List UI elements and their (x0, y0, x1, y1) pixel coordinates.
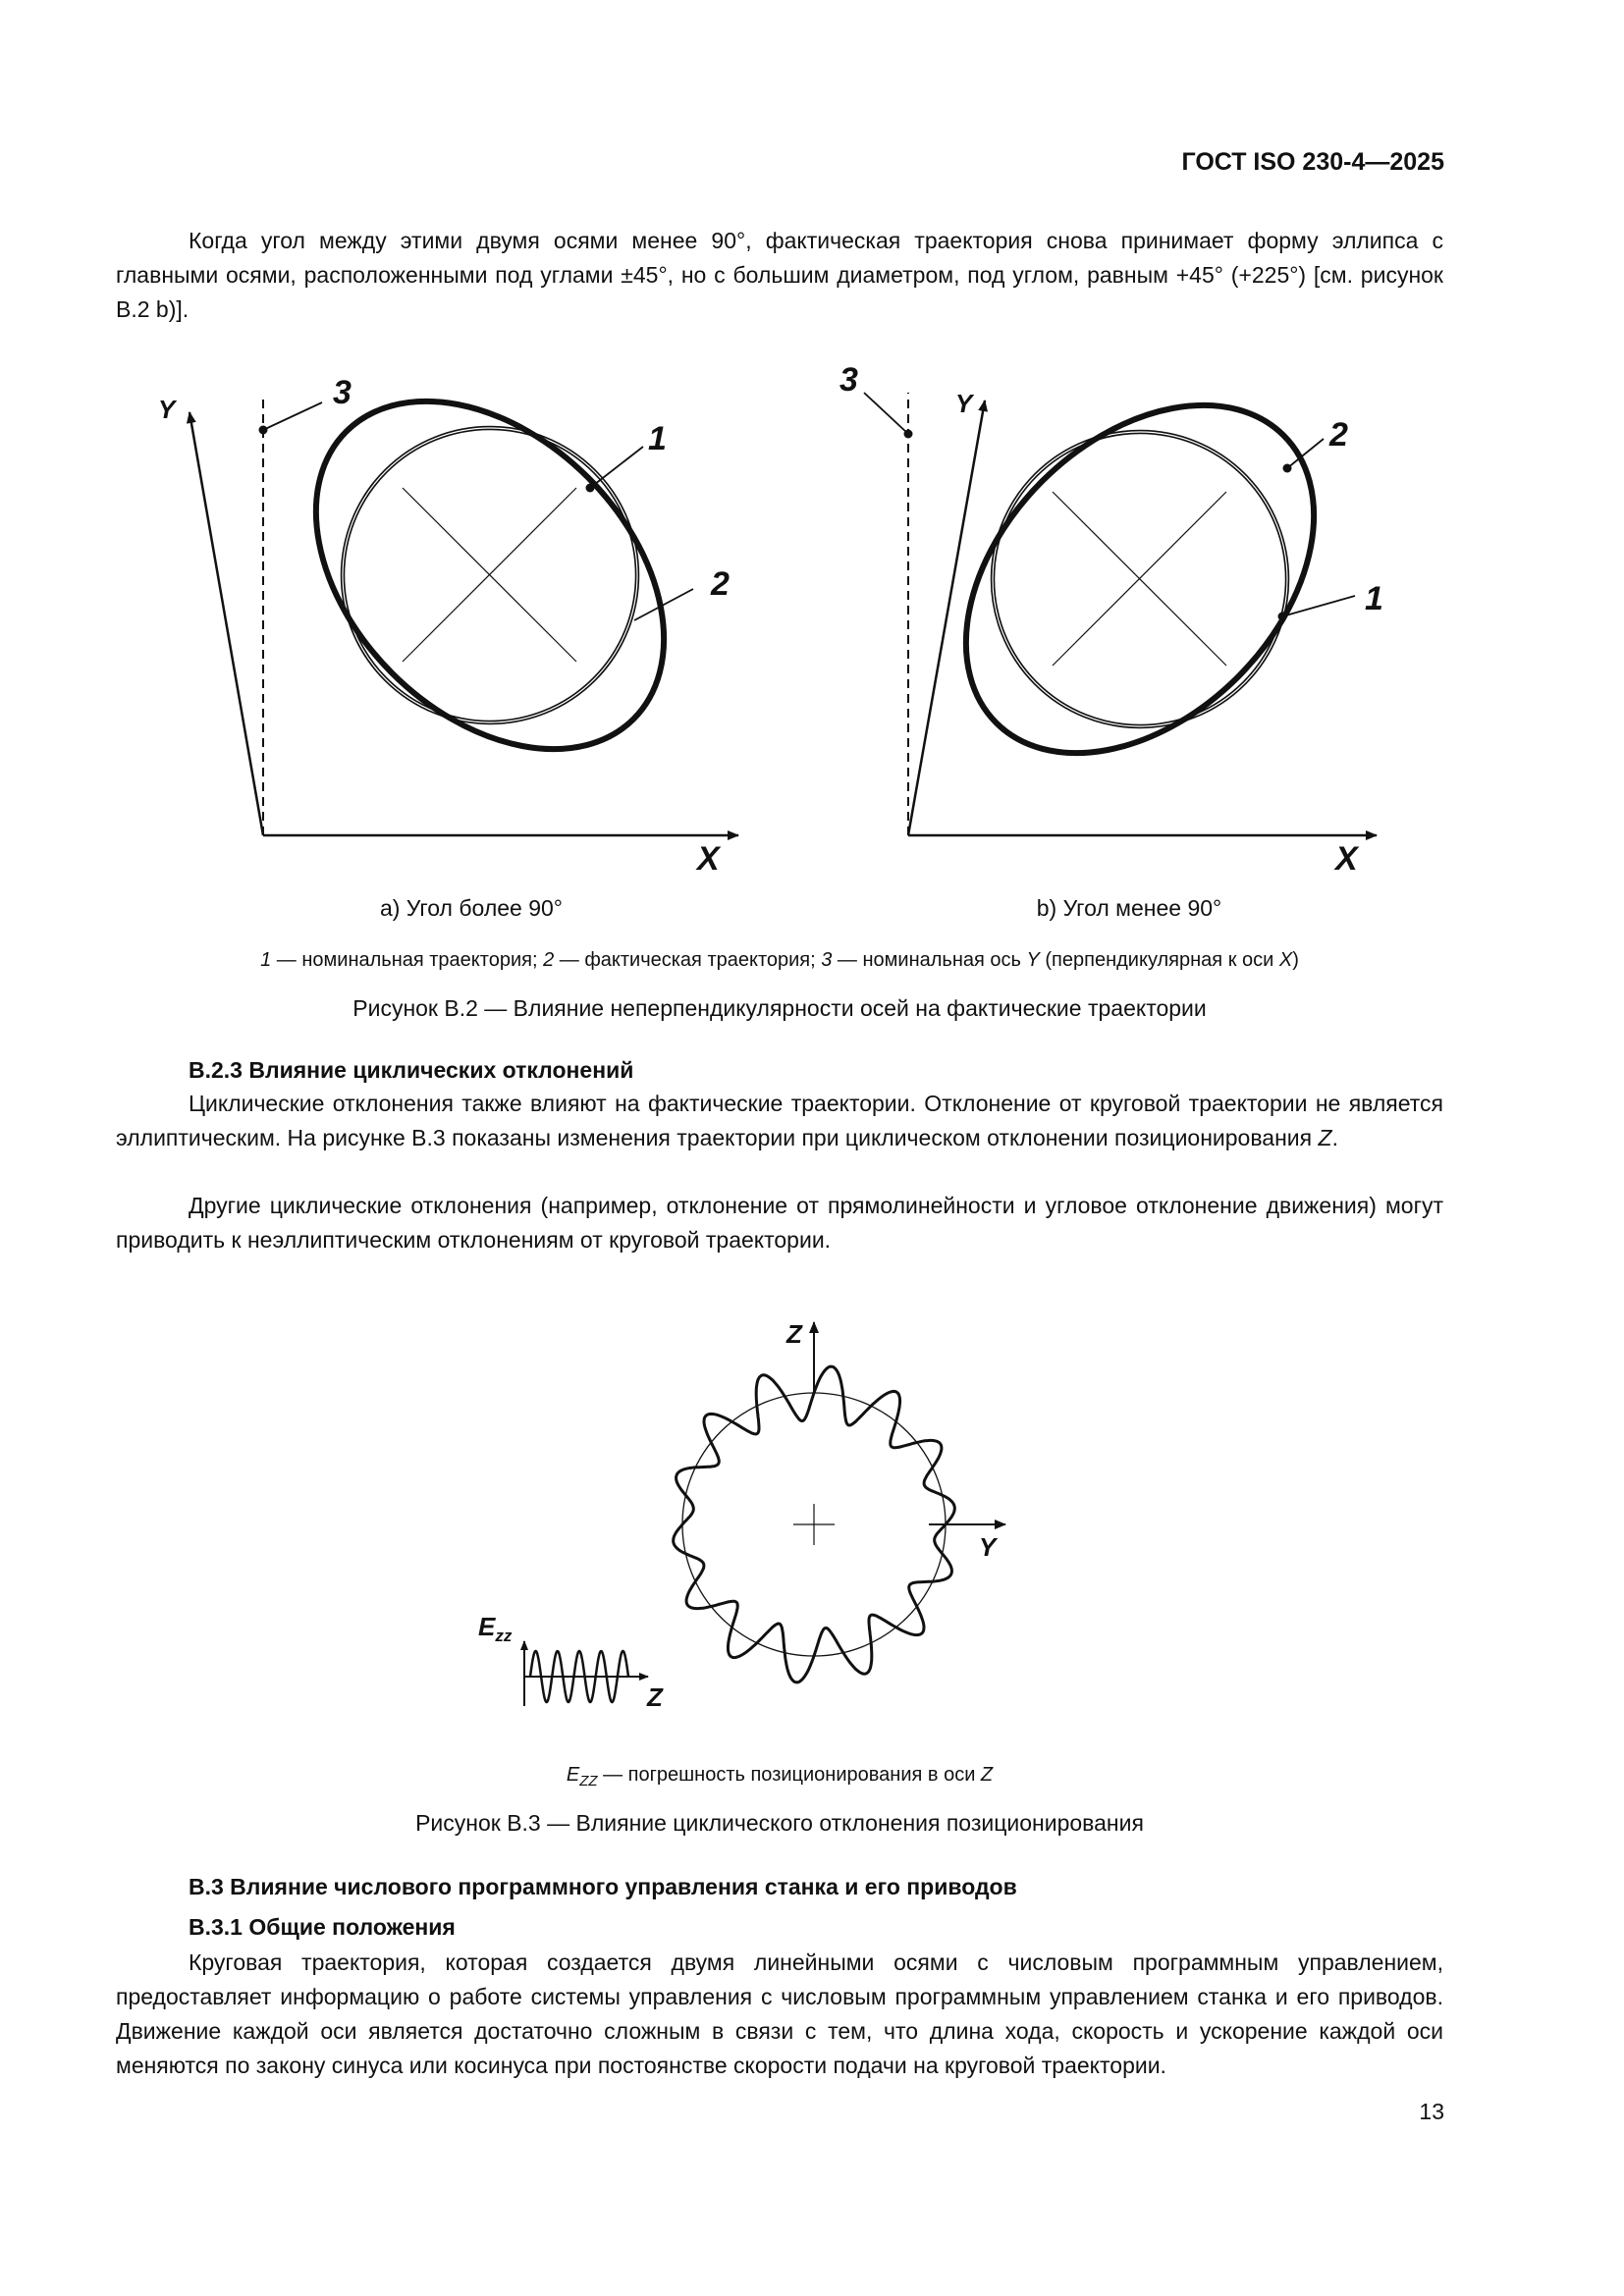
label-3: 3 (333, 374, 352, 411)
figure-b2-title: Рисунок B.2 — Влияние неперпендикулярности осей на фактические траектории (352, 995, 1207, 1021)
inset-e-subscript: zz (495, 1627, 513, 1645)
label-1: 1 (648, 420, 667, 457)
section-b31-p1-text: Круговая траектория, которая создается двумя линейными осями с числовым программным управлением, предоставляет информацию о работе системы управления с числовым программным управлением станка и его приводов. Движение каждой оси является достаточно сложным в связи с тем, что длина хода, скорость и ускорение каждой оси меняются по закону синуса или косинуса при постоянстве скорости подачи на круговой траектории. (116, 1949, 1443, 2078)
document-code: ГОСТ ISO 230-4—2025 (1181, 148, 1444, 176)
section-b23-p1-axis: Z (1318, 1125, 1332, 1150)
caption-panel-b: b) Угол менее 90° (1036, 895, 1222, 921)
section-b31-heading: B.3.1 Общие положения (189, 1914, 456, 1940)
legend-key-3: 3 (821, 949, 833, 971)
section-b23-paragraph-2 (116, 1189, 1443, 1257)
legend-e-subscript: ZZ (579, 1773, 598, 1789)
legend-key-1: 1 (260, 949, 272, 971)
section-b23-p1-end: . (1331, 1125, 1338, 1150)
legend-text-4: (перпендикулярная к оси (1039, 949, 1279, 971)
figure-b3-legend (116, 1758, 1443, 1798)
leader-3 (263, 402, 322, 430)
axis-x-label: X (1335, 840, 1358, 878)
axis-y-label: Y (979, 1532, 997, 1562)
leader-1 (590, 447, 643, 488)
label-2: 2 (711, 565, 730, 603)
figure-b3-title: Рисунок B.3 — Влияние циклического отклонения позиционирования (415, 1810, 1144, 1836)
figure-b3-inset (461, 1600, 697, 1713)
axis-y-label: Y (158, 395, 176, 424)
caption-panel-a: а) Угол более 90° (379, 895, 564, 921)
y-axis (189, 412, 263, 835)
section-b23-p1-text: Циклические отклонения также влияют на фактические траектории. Отклонение от круговой траектории не является эллиптическим. На рисунке B.3 показаны изменения траектории при циклическом отклонении позиционирования (116, 1091, 1443, 1150)
axis-z-label: Z (786, 1319, 802, 1349)
label-2: 2 (1329, 416, 1348, 454)
y-axis (908, 400, 985, 835)
legend-axis: Z (980, 1764, 994, 1786)
section-b23-p2-text: Другие циклические отклонения (например, отклонение от прямолинейности и угловое отклонение движения) могут приводить к неэллиптическим отклонениям от круговой траектории. (116, 1193, 1443, 1253)
leader-3 (864, 393, 908, 434)
page-number: 13 (1419, 2099, 1444, 2124)
inset-e-letter: E (478, 1612, 496, 1641)
axis-x-label: X (697, 840, 720, 878)
section-b31-paragraph-1 (116, 1946, 1443, 2083)
legend-text-5: ) (1292, 949, 1299, 971)
intro-paragraph-text: Когда угол между этими двумя осями менее 90°, фактическая траектория снова принимает форму эллипса с главными осями, расположенными под углами ±45°, но с большим диаметром, под углом, равным +45° (+225°) [см. рисунок B.2 b)]. (116, 228, 1443, 322)
legend-axis-x: X (1278, 949, 1293, 971)
figure-b2-panel-a (137, 363, 766, 878)
legend-text-1: — номинальная траектория; (271, 949, 544, 971)
legend-text-3: — номинальная ось (832, 949, 1027, 971)
inset-axis-z-label: Z (647, 1682, 663, 1712)
figure-b2-panel-b (825, 353, 1394, 878)
legend-key-2: 2 (543, 949, 555, 971)
section-b23-paragraph-1 (116, 1087, 1443, 1155)
label-3: 3 (839, 361, 858, 399)
figure-b2-legend (116, 943, 1443, 978)
legend-text: — погрешность позиционирования в оси (597, 1764, 981, 1786)
intro-paragraph (116, 224, 1443, 327)
section-b23-heading: B.2.3 Влияние циклических отклонений (189, 1057, 634, 1083)
axis-y-label: Y (955, 389, 973, 418)
legend-axis-y: Y (1026, 949, 1040, 971)
section-b3-heading: B.3 Влияние числового программного управления станка и его приводов (189, 1874, 1017, 1899)
legend-e: E (566, 1764, 580, 1786)
inset-e-label (478, 1612, 513, 1645)
label-1: 1 (1365, 580, 1383, 617)
legend-text-2: — фактическая траектория; (554, 949, 822, 971)
